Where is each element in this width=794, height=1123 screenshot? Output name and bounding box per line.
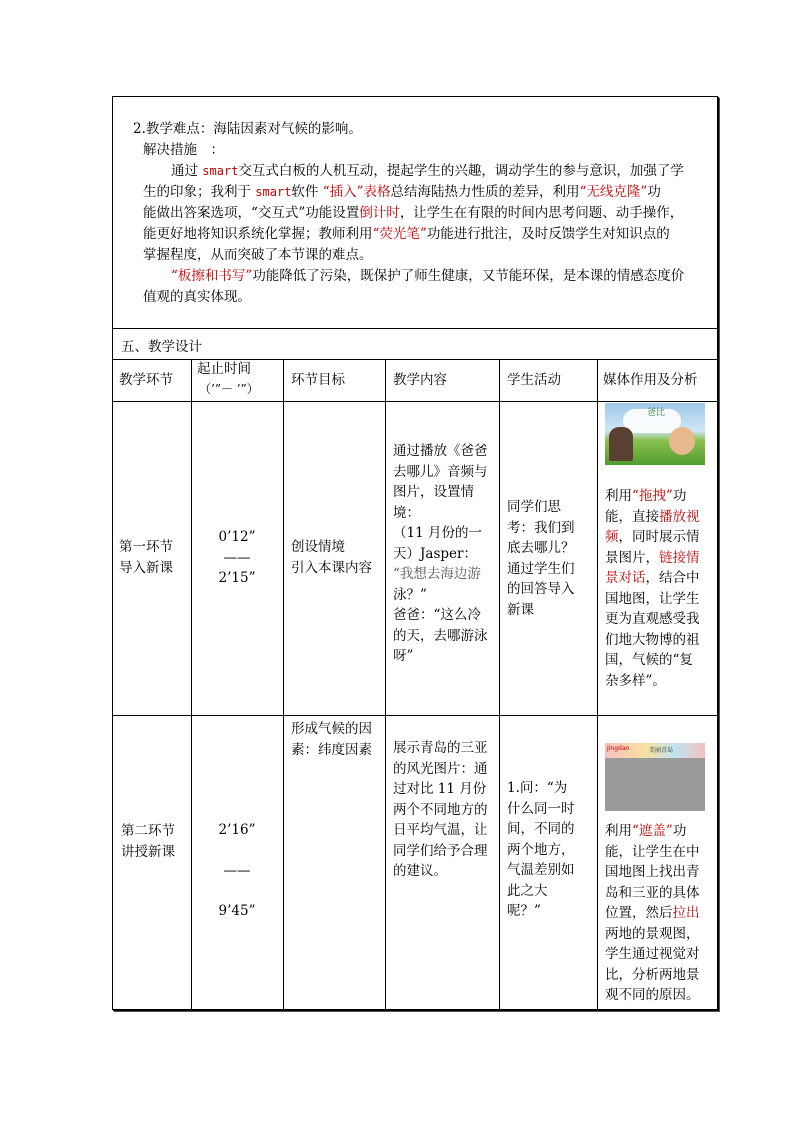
difficulty-heading: 2.教学难点：海陆因素对气候的影响。 <box>133 121 362 137</box>
eco-line-2: 值观的真实体现。 <box>143 289 251 305</box>
row2-content: 展示青岛的三亚 的风光图片：通 过对比 11 月份 两个不同地方的 日平均气温，让 同学们给予合理 的建议。 <box>393 740 488 879</box>
header-time-format: （’”－ ’”） <box>199 382 259 396</box>
section-title: 五、教学设计 <box>121 339 202 355</box>
row1-content: 通过播放《爸爸 去哪儿》音频与 图片，设置情 境： （11 月份的一 天）Jasper： “我想去海边游 泳？” 爸爸：“这么冷 的天，去哪游泳 呀” <box>393 443 488 664</box>
qingdao-sanya-image <box>605 743 705 811</box>
image-title: 爸比 <box>647 408 666 418</box>
measures-line-4: 能更好地将知识系统化掌握；教师利用“荧光笔”功能进行批注，及时反馈学生对知识点的 <box>143 226 670 242</box>
eco-line-1: “板擦和书写”功能降低了污染，既保护了师生健康，又节能环保，是本课的情感态度价 <box>171 268 685 284</box>
header-media: 媒体作用及分析 <box>603 372 698 388</box>
teaching-difficulty-block <box>113 97 717 329</box>
row1-stage: 第一环节 导入新课 <box>119 539 173 576</box>
col-divider-2 <box>283 359 284 1009</box>
col-divider-5 <box>597 359 598 1009</box>
row1-goal: 创设情境 引入本课内容 <box>291 539 372 576</box>
measures-line-3: 能做出答案选项，“交互式”功能设置倒计时，让学生在有限的时间内思考问题、动手操作， <box>143 205 684 221</box>
header-activity: 学生活动 <box>507 372 561 388</box>
child-figure-shape <box>609 427 633 461</box>
header-content: 教学内容 <box>393 372 447 388</box>
image-tag-2: 美丽青岛 <box>649 747 674 754</box>
measures-line-1: 通过 smart交互式白板的人机互动，提起学生的兴趣，调动学生的参与意识，加强了学 <box>171 163 684 179</box>
image-tag-1: Jingdao <box>607 745 630 752</box>
measures-line-5: 掌握程度，从而突破了本节课的难点。 <box>143 247 373 263</box>
header-time: 起止时间 <box>197 361 251 377</box>
dad-where-are-we-going-image <box>605 403 705 465</box>
row1-media: 利用“拖拽”功 能，直接播放视 频，同时展示情 景图片，链接情 景对话，结合中 国地图，让学生 更为直观感受我 们地大物博的祖 国，气候的“复 杂多样”。 <box>605 488 700 689</box>
header-goal: 环节目标 <box>291 372 345 388</box>
header-bottom-border <box>113 401 717 402</box>
measures-label: 解决措施 ： <box>143 142 224 158</box>
col-divider-4 <box>499 359 500 1009</box>
row2-media: 利用“遮盖”功 能，让学生在中 国地图上找出青 岛和三亚的具体 位置，然后拉出 两地的景观图， 学生通过视觉对 比，分析两地景 观不同的原因。 <box>605 823 700 1003</box>
row1-time: 0’12” —— 2’15” <box>218 529 256 586</box>
row2-activity: 1.问：“为 什么同一时 间，不同的 两个地方， 气温差别如 此之大 呢？” <box>507 780 575 919</box>
row1-bottom-border <box>113 715 717 716</box>
row2-goal: 形成气候的因 素：纬度因素 <box>291 721 372 758</box>
row1-activity: 同学们思 考：我们到 底去哪儿？ 通过学生们 的回答导入 新课 <box>507 499 575 618</box>
row2-time: 2’16” —— 9’45” <box>218 822 256 919</box>
measures-line-2: 生的印象；我利于 smart软件 “插入”表格总结海陆热力性质的差异，利用“无线克隆”功 <box>143 184 661 200</box>
header-stage: 教学环节 <box>119 372 173 388</box>
boy-face-shape <box>669 427 695 455</box>
row2-stage: 第二环节 讲授新课 <box>121 823 175 860</box>
col-divider-3 <box>385 359 386 1009</box>
lesson-plan-frame <box>112 96 718 1010</box>
